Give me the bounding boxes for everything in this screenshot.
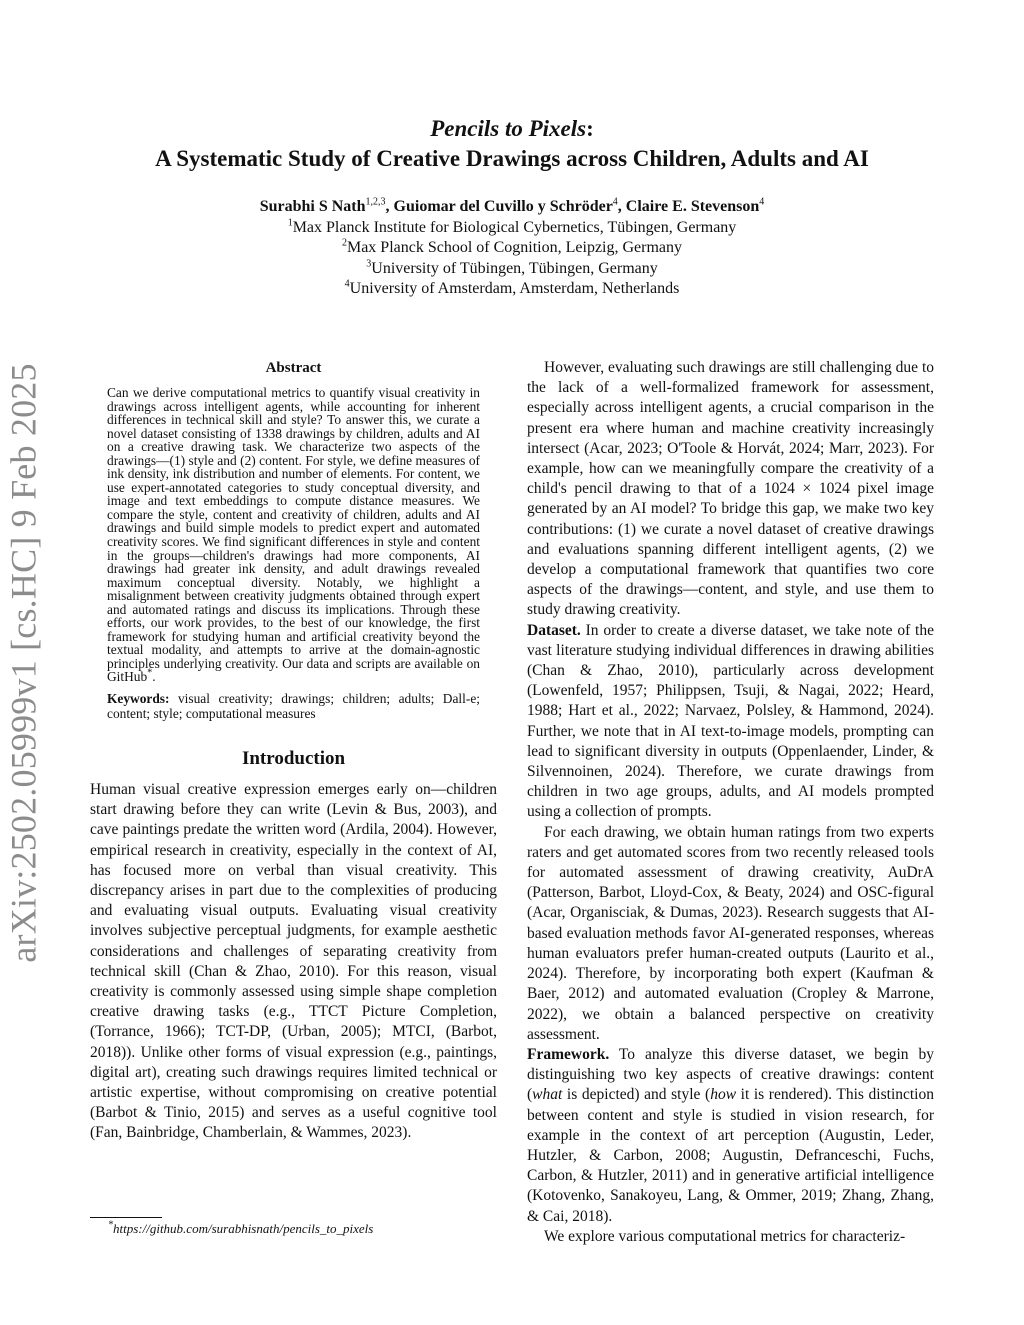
paper-title [90, 114, 934, 144]
author-affiliation-mark: 1,2,3 [365, 196, 386, 208]
author-separator: , [617, 198, 626, 215]
right-column [527, 358, 934, 1247]
title-italic: Pencils to Pixels [430, 116, 587, 141]
title-block [90, 114, 934, 299]
body-paragraph: However, evaluating such drawings are still challenging due to the lack of a well-formalized framework for assessment, especially across intelligent agents, a crucial comparison in the present era where human and machine creativity increasingly intersect (Acar, 2023; O'Toole & Horvát, 2024; Marr, 2023). For example, how can we meaningfully compare the creativity of a child's pencil drawing to that of a 1024 × 1024 pixel image generated by an AI model? To bridge this gap, we make two key contributions: (1) we curate a novel dataset of creative drawings and evaluations spanning different intelligent agents, (2) we develop a computational framework that quantifies two core aspects of the drawings—content, and style, and use them to study drawing creativity. [527, 359, 934, 619]
title-colon: : [586, 116, 594, 141]
affiliation-line [90, 218, 934, 238]
author-list [90, 196, 934, 218]
framework-text: it is rendered). This distinction between content and style is studied in vision research, for example in the context of art perception (Augustin, Leder, Hutzler, & Carbon, 2008; Augustin, Defranceschi, Fuchs, Carbon, & Hutzler, 2011) and in generative artificial intelligence (Kotovenko, Sanakoyeu, Lang, & Ommer, 2019; Zhang, Zhang, & Cai, 2018). [527, 1086, 934, 1225]
affiliation-mark: 4 [344, 278, 350, 290]
paper-subtitle: A Systematic Study of Creative Drawings across Children, Adults and AI [155, 146, 869, 171]
keywords-text: visual creativity; drawings; children; adults; Dall-e; content; style; computational measures [107, 691, 480, 722]
affiliation-line [90, 279, 934, 299]
framework-text: is depicted) and style ( [562, 1086, 711, 1104]
arxiv-identifier: arXiv:2502.05999v1 [cs.HC] 9 Feb 2025 [4, 363, 44, 963]
affiliation-mark: 1 [287, 217, 293, 229]
affiliation-mark: 3 [366, 258, 372, 270]
introduction-heading: Introduction [241, 748, 346, 770]
affiliation-text: Max Planck School of Cognition, Leipzig, Germany [346, 239, 683, 257]
dataset-text: In order to create a diverse dataset, we take note of the vast literature studying individual differences in drawing abilities (Chan & Zhao, 2010), particularly across development (Lowenfeld, 1957; Philippsen, Tsuji, & Nagai, 2022; Heard, 1988; Hart et al., 2022; Narvaez, Polsley, & Hammond, 2024). Further, we note that in AI text-to-image models, prompting can lead to significant diversity in outputs (Oppenlaender, Linder, & Silvennoinen, 2024). Therefore, we curate drawings from children in two age groups, adults, and AI models prompted using a collection of prompts. [527, 621, 934, 821]
footnote-mark: * [108, 1219, 113, 1231]
arxiv-sidebar-stamp [2, 358, 46, 968]
footnote [108, 1221, 373, 1237]
keywords-label: Keywords: [107, 691, 170, 707]
author-name: Claire E. Stevenson [625, 198, 760, 215]
author-name: Surabhi S Nath [259, 198, 366, 215]
affiliation-line [90, 259, 934, 279]
framework-label: Framework. [527, 1045, 610, 1063]
abstract-body [107, 386, 480, 684]
introduction-paragraph: Human visual creative expression emerges early on—children start drawing before they can write (Levin & Bus, 2003), and cave paintings predate the written word (Ardila, 2004). However, empirical research in creativity, especially in the context of AI, has focused more on verbal than visual creativity. This discrepancy arises in part due to the complexities of producing and evaluating visual outputs. Evaluating visual creativity involves subjective perceptual judgments, for example aesthetic considerations and challenges of separating creativity from technical skill (Chan & Zhao, 2010). For this reason, visual creativity is commonly assessed using simple shape completion creative drawing tasks (e.g., TTCT Picture Completion, (Torrance, 1966); TCT-DP, (Urban, 2005); MTCI, (Barbot, 2018)). Unlike other forms of visual expression (e.g., paintings, digital art), creating such drawings requires limited technical or artistic expertise, without compromising on creative potential (Barbot & Tinio, 2015) and serves as a useful cognitive tool (Fan, Bainbridge, Chamberlain, & Wammes, 2023). [90, 781, 497, 1142]
keywords [107, 691, 480, 721]
affiliation-line [90, 238, 934, 258]
footnote-mark: * [147, 668, 153, 680]
affiliation-mark: 2 [341, 237, 347, 249]
framework-emphasis-how: how [710, 1086, 737, 1104]
abstract-text-end: . [152, 669, 156, 685]
body-paragraph: We explore various computational metrics for characteriz- [544, 1227, 906, 1245]
abstract-text: Can we derive computational metrics to quantify visual creativity in drawings across intelligent agents, while accounting for inherent differences in technical skill and style? To answer this, we curate a novel dataset consisting of 1338 drawings by children, adults and AI on a creative drawing task. We characterize two aspects of the drawings—(1) style and (2) content. For style, we define measures of ink density, ink distribution and number of elements. For content, we use expert-annotated categories to study conceptual diversity, and image and text embeddings to compute distance measures. We compare the style, content and creativity of children, adults and AI drawings and build simple models to predict expert and automated creativity scores. We find significant differences in style and content in the groups—children's drawings had more components, AI drawings had greater ink density, and adult drawings revealed maximum conceptual diversity. Notably, we highlight a misalignment between creativity judgments obtained through expert and automated ratings and discuss its implications. Through these efforts, our work provides, to the best of our knowledge, the first framework for studying human and artificial creativity beyond the textual modality, and attempts to arrive at the domain-agnostic principles underlying creativity. Our data and scripts are available on GitHub [107, 385, 480, 685]
dataset-paragraph [527, 621, 934, 823]
github-link[interactable]: https://github.com/surabhisnath/pencils_to_pixels [113, 1221, 374, 1236]
framework-paragraph [527, 1045, 934, 1227]
abstract-heading: Abstract [265, 360, 322, 376]
footnote-rule [90, 1217, 162, 1218]
affiliation-text: University of Tübingen, Tübingen, Germany [371, 259, 658, 277]
author-separator: , [385, 198, 394, 215]
left-column [90, 358, 497, 1144]
framework-text: To analyze this diverse dataset, we begin by distinguishing two key aspects of creative drawings: content ( [527, 1045, 934, 1104]
author-affiliation-mark: 4 [612, 196, 618, 208]
author-name: Guiomar del Cuvillo y Schröder [393, 198, 613, 215]
dataset-label: Dataset. [527, 621, 581, 639]
author-affiliation-mark: 4 [759, 196, 765, 208]
affiliation-text: Max Planck Institute for Biological Cybernetics, Tübingen, Germany [292, 219, 737, 236]
body-paragraph: For each drawing, we obtain human ratings from two experts raters and get automated scores from two recently released tools for automated assessment of drawing creativity, AuDrA (Patterson, Barbot, Lloyd-Cox, & Beaty, 2024) and OSC-figural (Acar, Organisciak, & Dumas, 2023). Research suggests that AI-based evaluation methods favor AI-generated responses, whereas human evaluators prefer human-created outputs (Laurito et al., 2024). Therefore, by incorporating both expert (Kaufman & Baer, 2012) and automated evaluation (Cropley & Marrone, 2022), we obtain a balanced perspective on creativity assessment. [527, 823, 934, 1043]
framework-emphasis-what: what [532, 1086, 563, 1104]
affiliation-text: University of Amsterdam, Amsterdam, Netherlands [349, 279, 680, 297]
